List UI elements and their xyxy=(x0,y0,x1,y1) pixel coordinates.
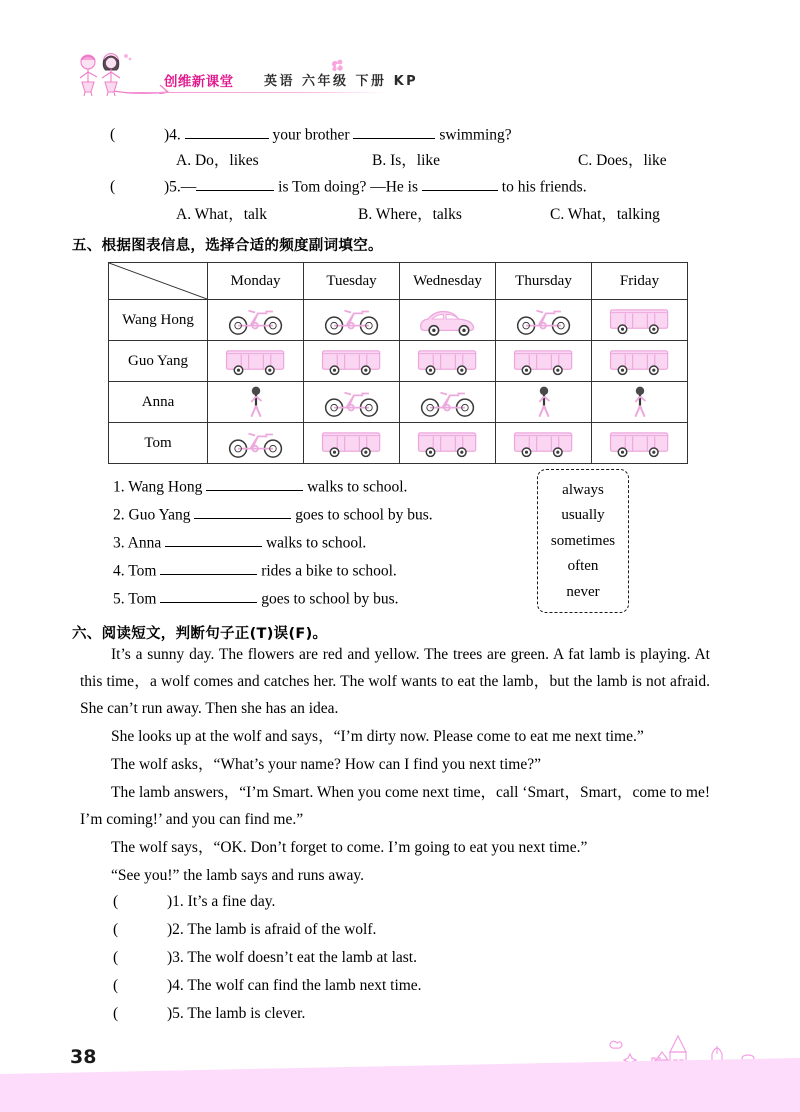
tf-number: 2. xyxy=(172,921,184,938)
column-header-tuesday: Tuesday xyxy=(304,263,400,300)
sentence-after: rides a bike to school. xyxy=(257,562,397,580)
sentence-before: Tom xyxy=(128,590,161,608)
sentence-number: 4. xyxy=(113,562,125,580)
row-header-guo-yang: Guo Yang xyxy=(109,341,208,382)
tf-text: The wolf doesn’t eat the lamb at last. xyxy=(187,949,417,966)
fill-sentence-1 xyxy=(113,476,407,496)
subject-title: 英语 六年级 下册 KP xyxy=(264,74,419,89)
column-header-thursday: Thursday xyxy=(496,263,592,300)
bus-icon xyxy=(400,423,495,463)
sentence-before: Tom xyxy=(128,562,161,580)
tf-item-1 xyxy=(113,893,275,911)
flower-decor-icon xyxy=(326,56,350,78)
paragraph-text: The wolf asks，“What’s your name? How can I find you next time?” xyxy=(111,756,541,773)
transport-cell-bus xyxy=(592,341,688,382)
question-number: 4. xyxy=(169,126,181,144)
fill-blank[interactable] xyxy=(194,504,291,519)
answer-paren-open: ( xyxy=(113,921,119,938)
tf-number: 4. xyxy=(172,977,184,994)
tf-text: The lamb is afraid of the wolf. xyxy=(187,921,377,938)
answer-paren-open: ( xyxy=(113,893,119,910)
bus-icon xyxy=(208,341,303,381)
tf-number: 1. xyxy=(172,893,184,910)
answer-blank[interactable] xyxy=(353,124,435,139)
sentence-before: Wang Hong xyxy=(128,478,207,496)
paragraph-text: The wolf says，“OK. Don’t forget to come. I’m going to eat you next time.” xyxy=(111,839,588,856)
table-row xyxy=(109,382,688,423)
word-bank-item-often[interactable]: often xyxy=(567,558,599,574)
table-row xyxy=(109,423,688,464)
tf-item-5 xyxy=(113,1005,305,1023)
table-corner-cell xyxy=(109,263,208,300)
transport-cell-car xyxy=(400,300,496,341)
transport-cell-bus xyxy=(400,423,496,464)
tf-text: It’s a fine day. xyxy=(187,893,276,910)
question-5 xyxy=(110,176,587,195)
bus-icon xyxy=(592,423,687,463)
transport-cell-bus xyxy=(496,341,592,382)
transport-cell-bus xyxy=(304,423,400,464)
walk-icon xyxy=(208,382,303,422)
fill-sentence-2 xyxy=(113,504,433,524)
bus-icon xyxy=(304,423,399,463)
question-text-b: your brother xyxy=(268,126,354,144)
word-bank-item-usually[interactable]: usually xyxy=(561,507,605,523)
question-4-options xyxy=(176,148,667,170)
header-divider xyxy=(128,92,388,93)
bike-icon xyxy=(400,382,495,422)
column-header-friday: Friday xyxy=(592,263,688,300)
word-bank-item-never[interactable]: never xyxy=(566,583,600,600)
tf-number: 5. xyxy=(172,1005,184,1022)
bike-icon xyxy=(496,300,591,340)
transport-cell-bus xyxy=(592,423,688,464)
word-bank-item-always[interactable]: always xyxy=(562,481,604,498)
fill-sentence-3 xyxy=(113,532,366,552)
transport-cell-walk xyxy=(592,382,688,423)
walk-icon xyxy=(592,382,687,422)
paragraph-text: The lamb answers，“I’m Smart. When you come next time，call ‘Smart，Smart，come to me! I’m coming!’ and you can find me.” xyxy=(80,784,710,828)
fill-blank[interactable] xyxy=(160,588,257,603)
tf-text: The wolf can find the lamb next time. xyxy=(187,977,422,994)
transport-cell-bus xyxy=(208,341,304,382)
option-c[interactable]: C. What，talking xyxy=(550,206,660,223)
question-text-b: is Tom doing? —He is xyxy=(274,178,422,196)
answer-paren-open: ( xyxy=(113,1005,119,1022)
reading-paragraph-3 xyxy=(80,751,710,778)
bike-icon xyxy=(208,423,303,463)
question-text-c: swimming? xyxy=(435,126,512,144)
transport-cell-bike xyxy=(208,300,304,341)
answer-paren-open: ( xyxy=(113,977,119,994)
bus-icon xyxy=(304,341,399,381)
transport-cell-walk xyxy=(496,382,592,423)
tf-text: The lamb is clever. xyxy=(187,1005,306,1022)
bike-icon xyxy=(304,382,399,422)
fill-blank[interactable] xyxy=(165,532,262,547)
word-bank-item-sometimes[interactable]: sometimes xyxy=(550,532,616,549)
fill-blank[interactable] xyxy=(160,560,257,575)
bus-icon xyxy=(496,341,591,381)
bus-icon xyxy=(592,341,687,381)
sentence-after: walks to school. xyxy=(262,534,367,552)
schedule-table-body xyxy=(109,300,688,464)
answer-paren-open: ( xyxy=(113,949,119,966)
transport-cell-bike xyxy=(400,382,496,423)
row-header-wang-hong: Wang Hong xyxy=(109,300,208,341)
table-header-row xyxy=(109,263,688,300)
transport-cell-bike xyxy=(304,382,400,423)
schedule-table xyxy=(108,262,688,464)
tf-item-4 xyxy=(113,977,422,995)
answer-paren-close: ) xyxy=(167,893,173,910)
sentence-number: 2. xyxy=(113,506,125,524)
transport-cell-bike xyxy=(304,300,400,341)
tf-item-3 xyxy=(113,949,417,967)
tf-number: 3. xyxy=(172,949,184,966)
reading-paragraph-6 xyxy=(80,862,710,889)
row-header-anna: Anna xyxy=(109,382,208,423)
answer-blank[interactable] xyxy=(422,176,498,191)
page-number: 38 xyxy=(70,1046,97,1068)
reading-paragraph-5 xyxy=(80,834,710,861)
sentence-before: Guo Yang xyxy=(128,506,195,524)
tf-item-2 xyxy=(113,921,376,939)
answer-paren-close: ) xyxy=(164,178,170,196)
answer-paren-open: ( xyxy=(110,178,116,196)
option-b[interactable]: B. Where，talks xyxy=(358,206,462,223)
answer-paren-close: ) xyxy=(167,949,173,966)
question-4 xyxy=(110,124,512,143)
option-c[interactable]: C. Does，like xyxy=(578,152,667,169)
question-text-a: — xyxy=(180,178,197,196)
bike-icon xyxy=(304,300,399,340)
fill-sentence-5 xyxy=(113,588,399,608)
question-5-options xyxy=(176,202,660,224)
transport-cell-bus xyxy=(496,423,592,464)
reading-paragraph-1 xyxy=(80,641,710,722)
footer-pink-band xyxy=(0,1052,800,1112)
section-five-heading: 五、根据图表信息，选择合适的频度副词填空。 xyxy=(72,238,383,254)
reading-paragraph-4 xyxy=(80,779,710,833)
sentence-number: 3. xyxy=(113,534,125,552)
row-header-tom: Tom xyxy=(109,423,208,464)
paragraph-text: “See you!” the lamb says and runs away. xyxy=(111,867,364,884)
sentence-before: Anna xyxy=(127,534,166,552)
question-text-c: to his friends. xyxy=(497,178,587,196)
sentence-number: 5. xyxy=(113,590,125,608)
sentence-after: goes to school by bus. xyxy=(291,506,433,524)
bus-icon xyxy=(400,341,495,381)
sentence-number: 1. xyxy=(113,478,125,496)
transport-cell-bus xyxy=(592,300,688,341)
paragraph-text: It’s a sunny day. The flowers are red and yellow. The trees are green. A fat lamb is playing. At this time，a wolf comes and catches her. The wolf wants to eat the lamb，but the lamb is not afraid. She can’t run away. Then she has an idea. xyxy=(80,646,710,717)
answer-blank[interactable] xyxy=(196,176,274,191)
fill-blank[interactable] xyxy=(206,476,303,491)
transport-cell-bike xyxy=(496,300,592,341)
table-row xyxy=(109,341,688,382)
sentence-after: goes to school by bus. xyxy=(257,590,399,608)
answer-blank[interactable] xyxy=(185,124,269,139)
column-header-monday: Monday xyxy=(208,263,304,300)
answer-paren-open: ( xyxy=(110,126,116,144)
option-a[interactable]: A. Do，likes xyxy=(176,152,259,169)
answer-paren-close: ) xyxy=(167,921,173,938)
word-bank-box xyxy=(537,469,629,613)
walk-icon xyxy=(496,382,591,422)
reading-paragraph-2 xyxy=(80,723,710,750)
table-row xyxy=(109,300,688,341)
section-six-heading: 六、阅读短文，判断句子正(T)误(F)。 xyxy=(72,626,328,642)
column-header-wednesday: Wednesday xyxy=(400,263,496,300)
answer-paren-close: ) xyxy=(164,126,170,144)
transport-cell-bus xyxy=(304,341,400,382)
transport-cell-bus xyxy=(400,341,496,382)
bus-icon xyxy=(592,300,687,340)
page-header xyxy=(68,50,728,100)
transport-cell-bike xyxy=(208,423,304,464)
car-icon xyxy=(400,300,495,340)
answer-paren-close: ) xyxy=(167,1005,173,1022)
fill-sentence-4 xyxy=(113,560,397,580)
paragraph-text: She looks up at the wolf and says，“I’m dirty now. Please come to eat me next time.” xyxy=(111,728,644,745)
bike-icon xyxy=(208,300,303,340)
option-b[interactable]: B. Is，like xyxy=(372,152,441,169)
option-a[interactable]: A. What，talk xyxy=(176,206,267,223)
answer-paren-close: ) xyxy=(167,977,173,994)
sentence-after: walks to school. xyxy=(303,478,408,496)
question-number: 5. xyxy=(169,178,181,196)
brand-title: 创维新课堂 xyxy=(164,74,234,90)
bus-icon xyxy=(496,423,591,463)
transport-cell-walk xyxy=(208,382,304,423)
